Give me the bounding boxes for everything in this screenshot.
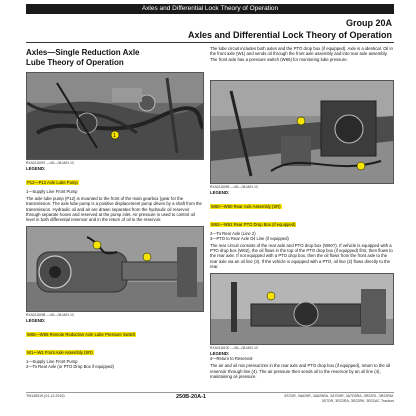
legend-item: W65—W65 Remote Reduction Axle Lube Pressure Switch [27,332,136,338]
legend-item: 4—Return to Reservoir [210,356,253,362]
figure-4-legend-title: LEGEND: [210,351,230,357]
footer-doc-id: TM145519 (01.12.2015) [26,394,65,398]
figure-4-caption: RXA0116100 —UN—08-MAY-13 [210,346,258,351]
figure-4-photo [210,273,394,345]
page-header-bar [26,4,394,14]
legend-item: W62—W62 Rear PTO Drop Box (if equipped) [211,221,296,227]
svg-text:1: 1 [113,133,116,139]
group-label: Group 20A [345,18,392,28]
footer-divider [26,392,394,393]
page-header-title: Axles and Differential Lock Theory of Operation [141,5,279,12]
paragraph-2: The rear circuit consists of the rear axle and PTO drop box (W60?). If vehicle is equipped with a PTO drop box (W62), the oil flows in the top of the PTO drop box (if equipped) first, then flows to the rear axle. If not equipped with a PTO drop box, then the oil flows from the front axle to the rear axle via an oil line (3). If the vehicle is equipped with a PTO, oil line (2) flows directly to the rear. [210,242,393,270]
legend-item: 1—Supply Line Front Pump [26,189,78,194]
figure-1-photo [26,72,204,160]
figure-3-photo [210,80,394,184]
figure-1-caption: RXA0116097 —UN—08-MAY-13 [26,161,74,165]
figure-2-photo [26,226,204,312]
legend-item: W60—W60 Rear Axle Assembly (SR) [211,203,281,209]
legend-item: 2—To Rear Axle (Line 2) [210,230,256,236]
figure-2-legend-title: LEGEND: [26,318,46,324]
legend-item: 1—Supply Line Front Pump [26,359,78,365]
paragraph-3: The air and oil mix pressurizes in the rear axle and PTO drop box (if equipped), return to the oil reservoir through line (4). The air pressure then sends oil to the reservoir by an oil line (4), maintaining oil pressure. [210,363,391,379]
figure-3-caption: RXA0116099 —UN—08-MAY-13 [210,184,258,189]
manual-page [26,4,394,410]
legend-item: W1—W1 Front Axle Assembly (SR) [27,350,93,356]
footer-page-number: 250B-20A-1 [176,394,206,400]
footer-models: 3S7DR, 3A625R, 3A625RA, 3A7D5R, 3A7D5RA, 3R22RL, 3R22RM, 3S7DR, 3R22RA, 3R22RK, 3R22AC Tractors [284,394,394,403]
right-intro-text: The lube circuit includes both axles and the PTO drop box (if equipped). Axle is a identical. Oil in the front axle (W1) and sends oil through the front axle assembly and into rear axle assembly. The front axle has a pressure switch (W65) for monitoring lube pressure. [210,46,393,62]
right-column [210,46,394,379]
figure-3-legend-title: LEGEND: [210,189,230,195]
legend-item: 2—To Rear Axle (or PTO Drop Box if equipped) [26,364,114,370]
legend-item: 3—PTO to Rear Axle Oil Line (if equipped) [210,235,289,241]
page-subtitle: Axles and Differential Lock Theory of Operation [187,30,392,40]
paragraph-1: The axle lube pump (P12) is mounted to the front of the main gearbox (gear for the transmission. The axle lube pump is a positive displacement pump driven by a shaft from the transmission. Hydraulic oil and air are drawn separates from the hydraulic oil reservoir through separate hoses and reserved at the pump inlet. Air pressure is used to control oil level in both differential reservoir and in the return of oil to the reservoir. [26,196,202,223]
figure-2-caption: RXA0116098 —UN—08-MAY-13 [26,313,74,318]
section-title: Axles—Single Reduction Axle Lube Theory of Operation [26,48,140,67]
figure-1-legend-title: LEGEND: [26,166,46,171]
header-divider [26,42,394,43]
legend-item: P12—P12 Axle Lube Pump [27,180,78,185]
left-column [26,46,204,369]
